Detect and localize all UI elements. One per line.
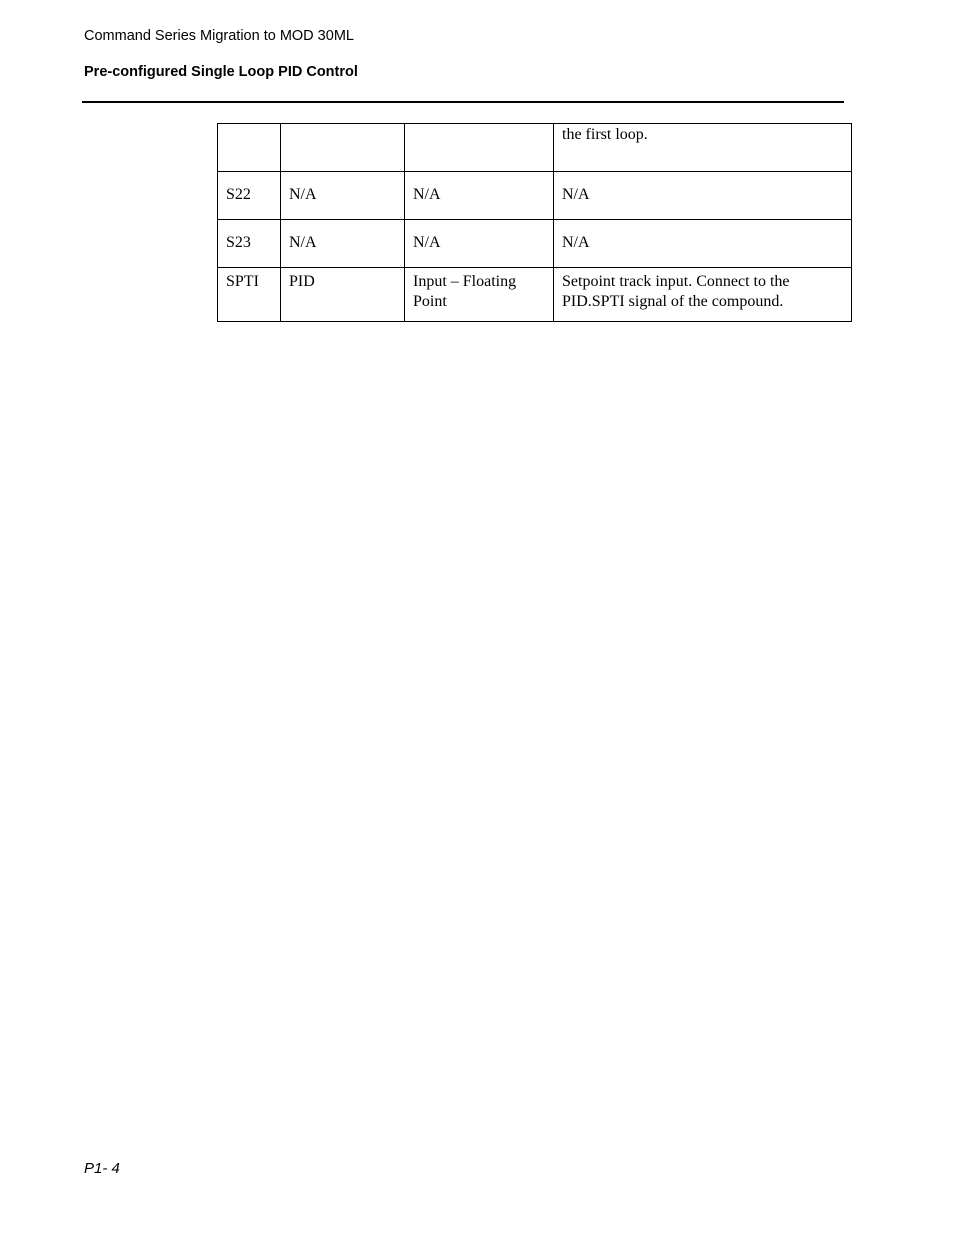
table-cell: N/A (554, 172, 852, 220)
table-cell: S22 (218, 172, 281, 220)
table-cell: PID (281, 268, 405, 322)
parameter-table (217, 123, 852, 322)
table-row (218, 124, 852, 172)
running-header: Command Series Migration to MOD 30ML (84, 28, 354, 44)
table-cell: N/A (405, 220, 554, 268)
table-cell: N/A (405, 172, 554, 220)
table-cell (218, 124, 281, 172)
table-cell: Setpoint track input. Connect to the PID.SPTI signal of the compound. (554, 268, 852, 322)
page-number: P1- 4 (84, 1160, 120, 1177)
table-row (218, 220, 852, 268)
table-cell: N/A (281, 172, 405, 220)
table-cell: N/A (554, 220, 852, 268)
table-row (218, 172, 852, 220)
table-cell: Input – Floating Point (405, 268, 554, 322)
table-cell (405, 124, 554, 172)
table-cell: S23 (218, 220, 281, 268)
table-cell: N/A (281, 220, 405, 268)
section-header: Pre-configured Single Loop PID Control (84, 64, 358, 80)
header-rule (82, 101, 844, 103)
table-cell: SPTI (218, 268, 281, 322)
table-cell (281, 124, 405, 172)
table-row (218, 268, 852, 322)
table-cell: the first loop. (554, 124, 852, 172)
